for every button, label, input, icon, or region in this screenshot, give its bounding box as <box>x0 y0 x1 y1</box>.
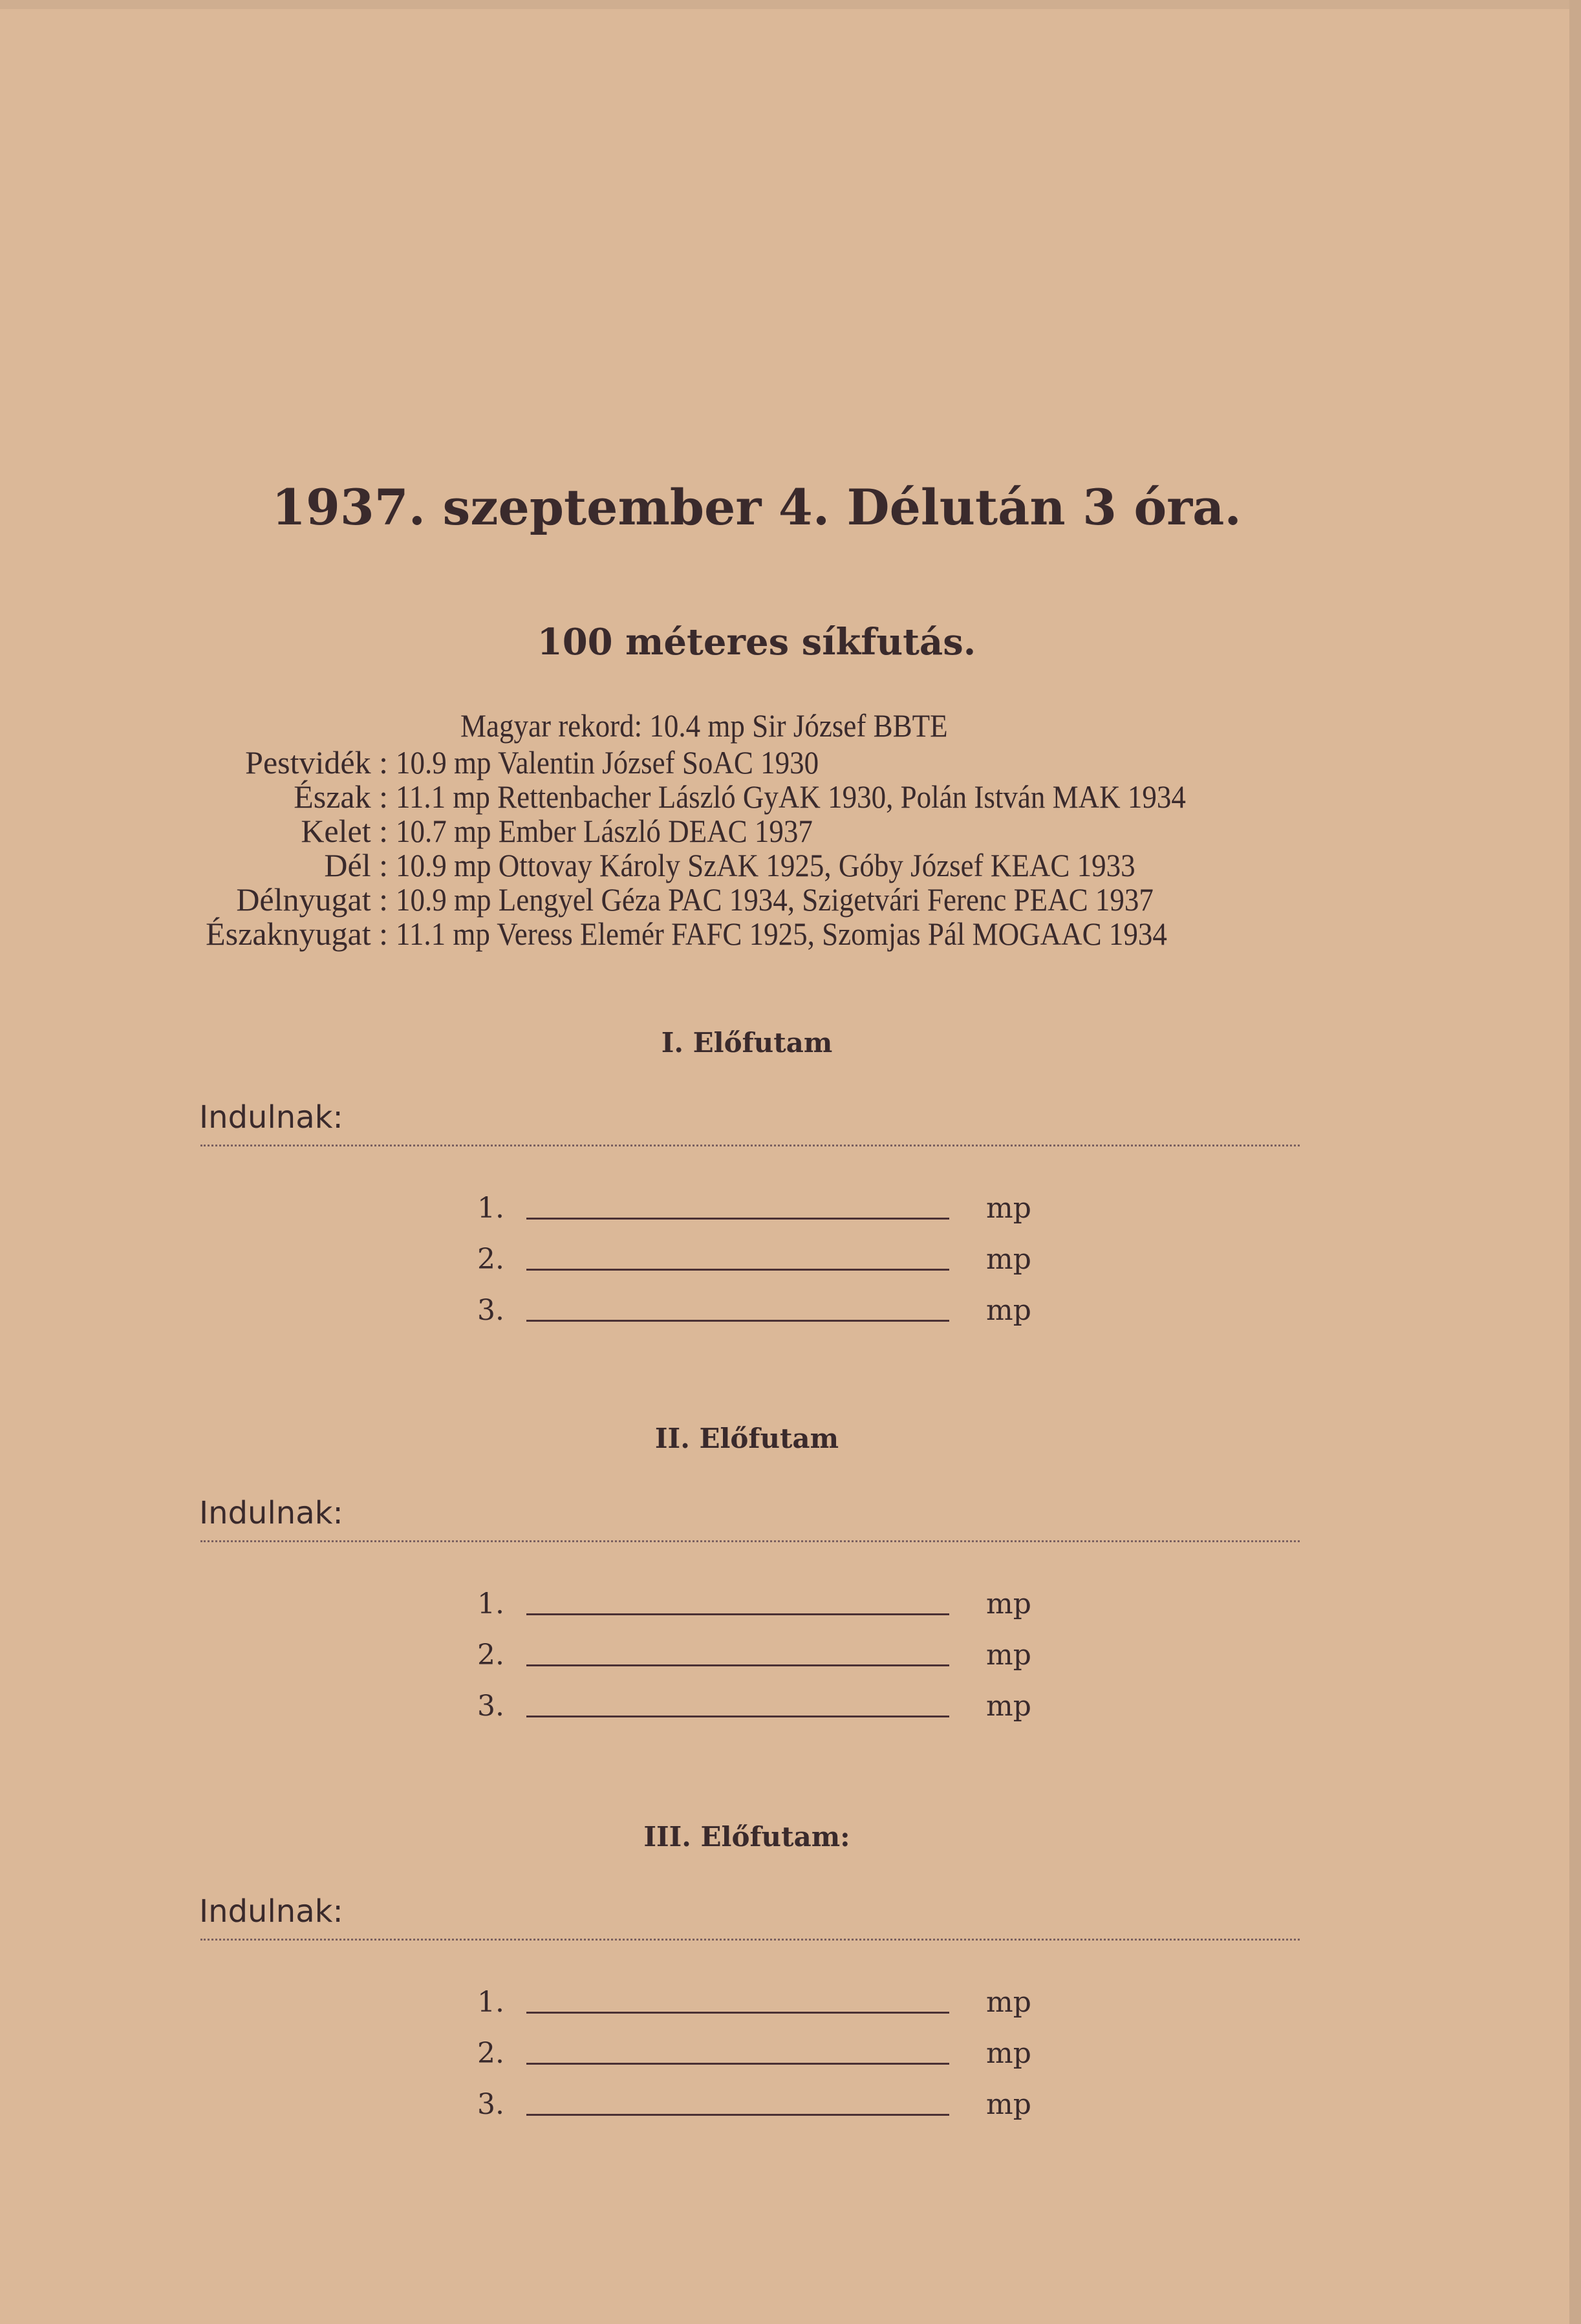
record-region: Észak : <box>294 779 388 815</box>
result-line[interactable] <box>526 1716 949 1717</box>
heat-title: III. Előfutam: <box>643 1821 850 1853</box>
heat-title: II. Előfutam <box>654 1423 839 1454</box>
record-value: 10.9 mp Lengyel Géza PAC 1934, Szigetvári Ferenc PEAC 1937 <box>396 881 1154 918</box>
place-number: 3. <box>477 1294 504 1327</box>
result-line[interactable] <box>526 1269 949 1271</box>
national-record: Magyar rekord: 10.4 mp Sir József BBTE <box>460 707 948 744</box>
record-region: Pestvidék : <box>245 744 388 780</box>
unit-label: mp <box>986 1294 1031 1327</box>
record-value: 11.1 mp Veress Elemér FAFC 1925, Szomjas Pál MOGAAC 1934 <box>396 916 1167 952</box>
unit-label: mp <box>986 1986 1031 2019</box>
record-region: Délnyugat : <box>236 881 388 918</box>
result-line[interactable] <box>526 2012 949 2014</box>
unit-label: mp <box>986 1192 1031 1225</box>
place-number: 2. <box>477 1243 504 1276</box>
entrants-line[interactable] <box>200 1145 1300 1146</box>
paper-edge <box>0 0 1581 9</box>
record-region: Északnyugat : <box>206 916 388 952</box>
unit-label: mp <box>986 2088 1031 2121</box>
entrants-line[interactable] <box>200 1540 1300 1542</box>
unit-label: mp <box>986 1587 1031 1620</box>
record-region: Dél : <box>324 847 388 883</box>
result-line[interactable] <box>526 1218 949 1220</box>
result-line[interactable] <box>526 2114 949 2116</box>
result-line[interactable] <box>526 1613 949 1615</box>
record-region: Kelet : <box>301 813 388 849</box>
unit-label: mp <box>986 1639 1031 1672</box>
entrants-label: Indulnak: <box>199 1099 343 1135</box>
record-value: 10.9 mp Ottovay Károly SzAK 1925, Góby József KEAC 1933 <box>396 847 1135 883</box>
entrants-line[interactable] <box>200 1939 1300 1941</box>
record-value: 10.7 mp Ember László DEAC 1937 <box>396 813 813 849</box>
result-line[interactable] <box>526 1664 949 1666</box>
record-value: 10.9 mp Valentin József SoAC 1930 <box>396 744 819 780</box>
unit-label: mp <box>986 1690 1031 1723</box>
place-number: 1. <box>477 1587 504 1620</box>
place-number: 2. <box>477 2037 504 2070</box>
page-title: 1937. szeptember 4. Délután 3 óra. <box>272 479 1242 536</box>
record-value: 11.1 mp Rettenbacher László GyAK 1930, Polán István MAK 1934 <box>396 779 1186 815</box>
place-number: 2. <box>477 1639 504 1672</box>
paper-edge <box>1569 0 1581 2324</box>
place-number: 1. <box>477 1192 504 1225</box>
place-number: 3. <box>477 2088 504 2121</box>
event-title: 100 méteres síkfutás. <box>537 621 976 663</box>
place-number: 1. <box>477 1986 504 2019</box>
heat-title: I. Előfutam <box>661 1027 833 1059</box>
unit-label: mp <box>986 1243 1031 1276</box>
place-number: 3. <box>477 1690 504 1723</box>
entrants-label: Indulnak: <box>199 1495 343 1531</box>
result-line[interactable] <box>526 2063 949 2065</box>
result-line[interactable] <box>526 1320 949 1322</box>
unit-label: mp <box>986 2037 1031 2070</box>
entrants-label: Indulnak: <box>199 1893 343 1930</box>
